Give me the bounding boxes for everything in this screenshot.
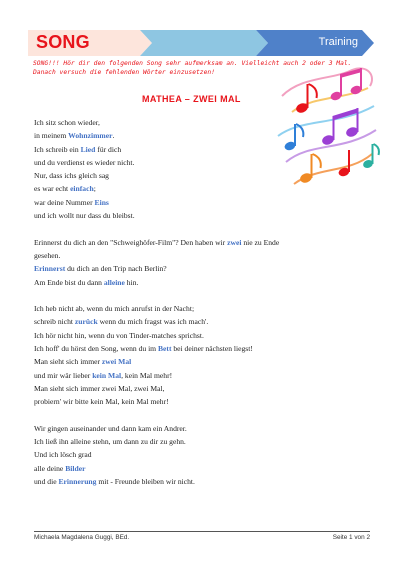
lyric-text: gesehen. — [34, 250, 61, 260]
lyric-line — [34, 355, 366, 368]
lyric-line — [34, 182, 366, 195]
lyric-line — [34, 302, 366, 315]
lyric-text: Ich schreib ein — [34, 144, 81, 154]
lyric-text: Und ich lösch grad — [34, 450, 92, 460]
highlighted-word: Wohnzimmer — [68, 131, 113, 141]
lyric-text: , kein Mal mehr! — [121, 370, 173, 380]
lyric-line — [34, 395, 366, 408]
highlighted-word: Lied — [80, 144, 96, 154]
lyric-line — [34, 129, 366, 142]
lyric-line — [34, 382, 366, 395]
lyric-text: Erinnerst du dich an den "Schweighöfer-Film"? Den haben wir — [34, 237, 228, 247]
lyric-line — [34, 262, 366, 275]
lyric-text: Ich heb nicht ab, wenn du mich anrufst in der Nacht; — [34, 304, 195, 314]
lyric-text: Ich ließ ihn alleine stehn, um dann zu dir zu gehn. — [34, 437, 186, 447]
highlighted-word: zwei Mal — [101, 357, 132, 367]
banner-tag: Training — [318, 36, 358, 48]
lyric-text: alle deine — [34, 463, 66, 473]
lyric-line — [34, 169, 366, 182]
lyric-text: und die — [34, 477, 59, 487]
lyric-text: in meinem — [34, 131, 69, 141]
lyric-text: . — [112, 131, 115, 141]
lyric-text: mit - Freunde bleiben wir nicht. — [96, 477, 195, 487]
stanza-gap — [34, 409, 366, 422]
lyric-text: du dich an den Trip nach Berlin? — [65, 264, 167, 274]
instruction-text: SONG!!! Hör dir den folgenden Song sehr aufmerksam an. Vielleicht auch 2 oder 3 Mal. Danach versuch die fehlenden Wörter einzusetzen! — [33, 60, 352, 76]
stanza-gap — [34, 222, 366, 235]
lyric-text: und du verdienst es wieder nicht. — [34, 157, 135, 167]
lyric-text: hin. — [124, 277, 139, 287]
footer-author: Michaela Magdalena Guggi, BEd. — [34, 534, 130, 541]
lyric-line — [34, 369, 366, 382]
lyric-text: nie zu Ende — [241, 237, 280, 247]
lyric-line — [34, 422, 366, 435]
banner-title: SONG — [36, 32, 90, 52]
highlighted-word: alleine — [103, 277, 125, 287]
footer-page-number: Seite 1 von 2 — [332, 534, 370, 541]
lyric-text: es war echt — [34, 184, 71, 194]
lyric-text: Ich hoff' du hörst den Song, wenn du im — [34, 344, 158, 354]
highlighted-word: Bilder — [65, 463, 86, 473]
lyric-line — [34, 342, 366, 355]
highlighted-word: zurück — [74, 317, 98, 327]
header-banner — [28, 30, 374, 56]
highlighted-word: Eins — [94, 197, 109, 207]
lyric-line — [34, 156, 366, 169]
lyric-text: wenn du mich fragst was ich mach'. — [97, 317, 209, 327]
lyric-line — [34, 448, 366, 461]
lyric-text: ; — [93, 184, 96, 194]
lyrics-text — [34, 116, 366, 488]
lyric-line — [34, 315, 366, 328]
lyric-text: probiern' wir bitte kein Mal, kein Mal mehr! — [34, 397, 169, 407]
stanza-gap — [34, 289, 366, 302]
lyric-text: und ich wollt nur dass du bleibst. — [34, 211, 135, 221]
lyric-line — [34, 475, 366, 488]
lyric-text: Man sieht sich immer — [34, 357, 102, 367]
highlighted-word: Bett — [157, 344, 172, 354]
highlighted-word: Erinnerst — [34, 264, 66, 274]
lyric-text: und mir wär lieber — [34, 370, 93, 380]
lyric-line — [34, 209, 366, 222]
lyric-line — [34, 435, 366, 448]
lyric-text: Am Ende bist du dann — [34, 277, 104, 287]
lyric-line — [34, 143, 366, 156]
lyric-text: Ich sitz schon wieder, — [34, 118, 100, 127]
lyric-text: Ich hör nicht hin, wenn du von Tinder-matches sprichst. — [34, 330, 204, 340]
lyric-text: war deine Nummer — [34, 197, 95, 207]
lyric-text: Wir gingen auseinander und dann kam ein Andrer. — [34, 423, 187, 433]
lyric-line — [34, 196, 366, 209]
highlighted-word: kein Mal — [92, 370, 122, 380]
highlighted-word: einfach — [70, 184, 94, 194]
lyric-text: für dich — [95, 144, 122, 154]
song-title: MATHEA – ZWEI MAL — [142, 94, 241, 104]
lyric-line — [34, 276, 366, 289]
highlighted-word: Erinnerung — [58, 477, 97, 487]
lyric-text: Man sieht sich immer zwei Mal, zwei Mal, — [34, 383, 165, 393]
highlighted-word: zwei — [227, 237, 242, 247]
lyric-line — [34, 462, 366, 475]
lyric-line — [34, 236, 366, 249]
lyric-text: Nur, dass ichs gleich sag — [34, 171, 109, 181]
lyric-text: schreib nicht — [34, 317, 75, 327]
lyric-line — [34, 249, 366, 262]
lyric-line — [34, 116, 366, 129]
footer-divider — [34, 531, 370, 532]
lyric-line — [34, 329, 366, 342]
lyric-text: bei deiner nächsten liegst! — [171, 344, 253, 354]
